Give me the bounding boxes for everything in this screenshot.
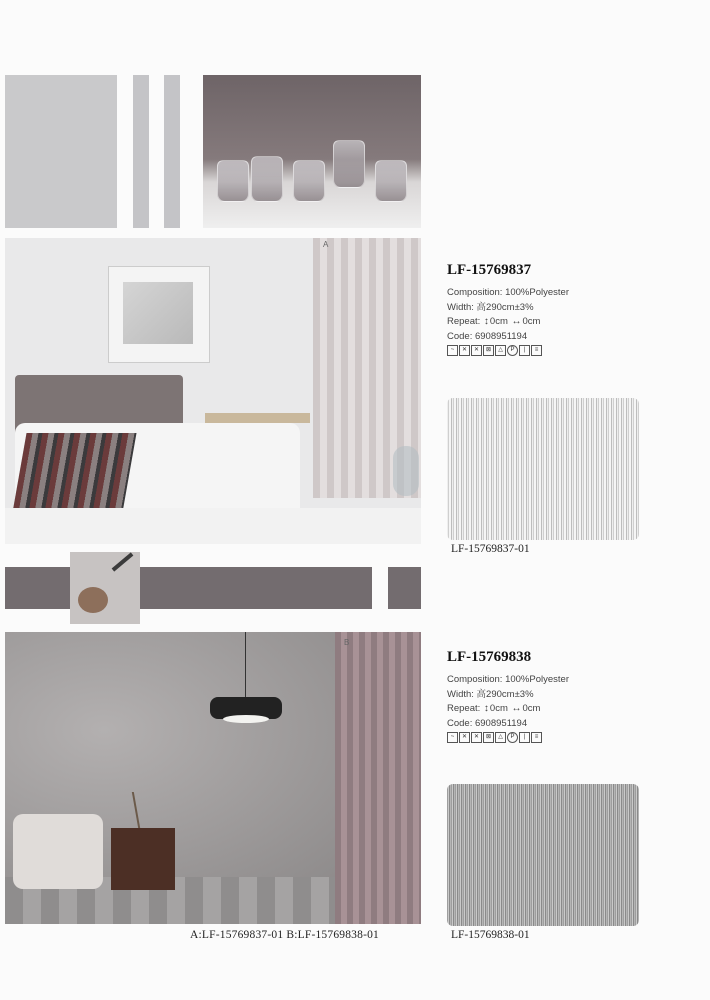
product-info-1 — [447, 262, 569, 356]
vertical-arrow-icon: ↕ — [483, 703, 489, 714]
no-tumble-icon: ✕ — [471, 345, 482, 356]
code-line: Code: 6908951194 — [447, 330, 528, 342]
side-table — [111, 828, 175, 890]
wall-art — [108, 266, 210, 363]
vertical-arrow-icon: ↕ — [483, 316, 489, 327]
wash-30-icon: ~ — [447, 732, 458, 743]
swatch-label-1: LF-15769837-01 — [451, 543, 530, 555]
glass-vase — [393, 446, 419, 496]
no-bleach-icon: ✕ — [459, 345, 470, 356]
product-info-2 — [447, 649, 569, 743]
repeat — [447, 702, 569, 717]
jar — [293, 160, 325, 202]
repeat-horizontal: 0cm — [522, 703, 541, 714]
repeat-label: Repeat: — [447, 703, 481, 714]
no-bleach-icon: ✕ — [459, 732, 470, 743]
dry-clean-icon: P — [507, 732, 518, 743]
repeat-vertical: 0cm — [489, 703, 508, 714]
repeat — [447, 315, 569, 330]
sticks — [112, 552, 134, 571]
bedroom-photo — [5, 238, 421, 544]
jar — [375, 160, 407, 202]
hang-dry-icon: | — [519, 345, 530, 356]
composition: Composition: 100%Polyester — [447, 287, 569, 298]
decor-photo — [70, 552, 140, 624]
grey-color-block — [5, 75, 117, 228]
fabric-swatch-2 — [447, 784, 639, 926]
horizontal-arrow-icon: ↔ — [511, 703, 522, 714]
photo-caption: A:LF-15769837-01 B:LF-15769838-01 — [190, 929, 379, 941]
living-room-photo — [5, 632, 421, 924]
band-gap — [372, 567, 388, 609]
hang-dry-icon: | — [519, 732, 530, 743]
armchair — [13, 814, 103, 889]
line-dry-icon: ≡ — [531, 732, 542, 743]
repeat-horizontal: 0cm — [522, 316, 541, 327]
photo-letter-b: B — [344, 638, 350, 647]
photo-letter-a: A — [323, 240, 329, 249]
lamp-glow — [223, 715, 269, 723]
floor — [5, 508, 421, 544]
code-line: Code: 6908951194 — [447, 717, 528, 729]
repeat-label: Repeat: — [447, 316, 481, 327]
grey-stripe — [133, 75, 149, 228]
desk — [205, 413, 310, 423]
care-icons — [447, 732, 569, 743]
repeat-vertical: 0cm — [489, 316, 508, 327]
lamp-cord — [245, 632, 246, 700]
product-code: LF-15769838 — [447, 649, 532, 665]
width: Width: 高290cm±3% — [447, 301, 534, 313]
jar — [217, 160, 249, 202]
curtain-b — [335, 632, 421, 924]
color-band — [5, 567, 421, 609]
product-code: LF-15769837 — [447, 262, 532, 278]
no-dry-icon: ⊠ — [483, 345, 494, 356]
jar — [333, 140, 365, 188]
dry-clean-icon: P — [507, 345, 518, 356]
swatch-label-2: LF-15769838-01 — [451, 929, 530, 941]
iron-icon: △ — [495, 345, 506, 356]
horizontal-arrow-icon: ↔ — [511, 316, 522, 327]
wash-30-icon: ~ — [447, 345, 458, 356]
no-dry-icon: ⊠ — [483, 732, 494, 743]
grey-stripe — [164, 75, 180, 228]
iron-icon: △ — [495, 732, 506, 743]
glass-jars-photo — [203, 75, 421, 228]
jar — [251, 156, 283, 202]
width: Width: 高290cm±3% — [447, 688, 534, 700]
bowl — [78, 587, 108, 613]
composition: Composition: 100%Polyester — [447, 674, 569, 685]
line-dry-icon: ≡ — [531, 345, 542, 356]
no-tumble-icon: ✕ — [471, 732, 482, 743]
care-icons — [447, 345, 569, 356]
fabric-swatch-1 — [447, 398, 639, 540]
